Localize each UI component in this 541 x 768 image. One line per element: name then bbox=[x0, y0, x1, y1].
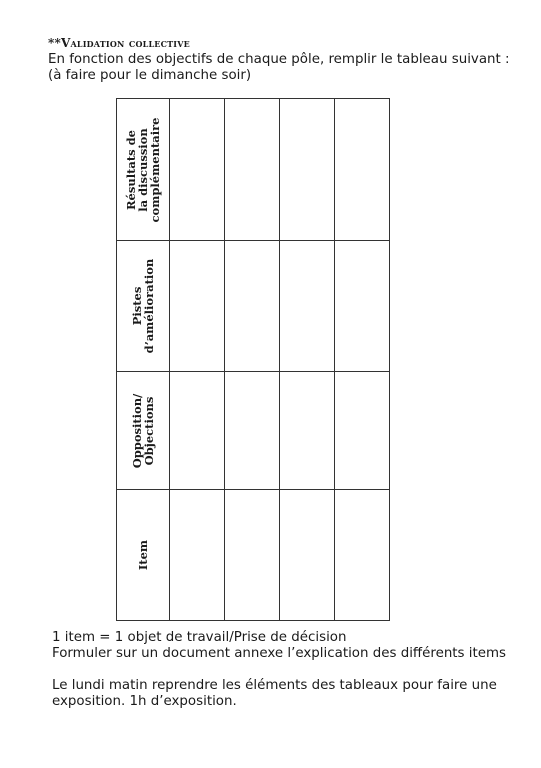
table-row bbox=[117, 99, 390, 241]
table-cell[interactable] bbox=[170, 372, 225, 490]
row-header-line: complémentaire bbox=[148, 117, 162, 222]
table-cell[interactable] bbox=[335, 99, 390, 241]
table-cell[interactable] bbox=[225, 241, 280, 372]
footer-line: 1 item = 1 objet de travail/Prise de décision bbox=[52, 630, 347, 645]
table-row bbox=[117, 490, 390, 621]
row-header-label bbox=[131, 393, 155, 468]
table-cell[interactable] bbox=[335, 241, 390, 372]
table-cell[interactable] bbox=[170, 99, 225, 241]
paragraph-gap bbox=[52, 662, 522, 678]
table-cell[interactable] bbox=[280, 490, 335, 621]
row-header-line: Item bbox=[136, 539, 150, 571]
table-cell[interactable] bbox=[280, 99, 335, 241]
intro-line: (à faire pour le dimanche soir) bbox=[48, 68, 252, 83]
evaluation-table bbox=[116, 98, 390, 621]
intro-text bbox=[48, 52, 528, 84]
table-cell[interactable] bbox=[335, 490, 390, 621]
row-header-line: Opposition/ bbox=[130, 393, 144, 468]
row-header bbox=[117, 372, 170, 490]
row-header-label bbox=[125, 117, 161, 222]
table-cell[interactable] bbox=[335, 372, 390, 490]
intro-line: En fonction des objectifs de chaque pôle, remplir le tableau suivant : bbox=[48, 52, 510, 67]
row-header-line: Résultats de bbox=[124, 129, 138, 210]
footer-line: Formuler sur un document annexe l’explication des différents items bbox=[52, 646, 507, 661]
section-heading: **Validation collective bbox=[48, 36, 190, 50]
row-header bbox=[117, 241, 170, 372]
footer-line: exposition. 1h d’exposition. bbox=[52, 694, 237, 709]
row-header-line: Objections bbox=[142, 396, 156, 465]
table-cell[interactable] bbox=[225, 99, 280, 241]
table-cell[interactable] bbox=[280, 241, 335, 372]
row-header-line: la discussion bbox=[136, 127, 150, 212]
table-cell[interactable] bbox=[225, 372, 280, 490]
table-cell[interactable] bbox=[170, 490, 225, 621]
table-row bbox=[117, 372, 390, 490]
row-header-label bbox=[137, 540, 149, 570]
footer-text bbox=[52, 630, 522, 710]
table-row bbox=[117, 241, 390, 372]
row-header bbox=[117, 99, 170, 241]
row-header-line: d’amélioration bbox=[142, 258, 156, 354]
row-header bbox=[117, 490, 170, 621]
table-cell[interactable] bbox=[170, 241, 225, 372]
footer-line: Le lundi matin reprendre les éléments des tableaux pour faire une bbox=[52, 678, 497, 693]
table-cell[interactable] bbox=[225, 490, 280, 621]
row-header-label bbox=[131, 259, 155, 354]
table-cell[interactable] bbox=[280, 372, 335, 490]
row-header-line: Pistes bbox=[130, 286, 144, 326]
